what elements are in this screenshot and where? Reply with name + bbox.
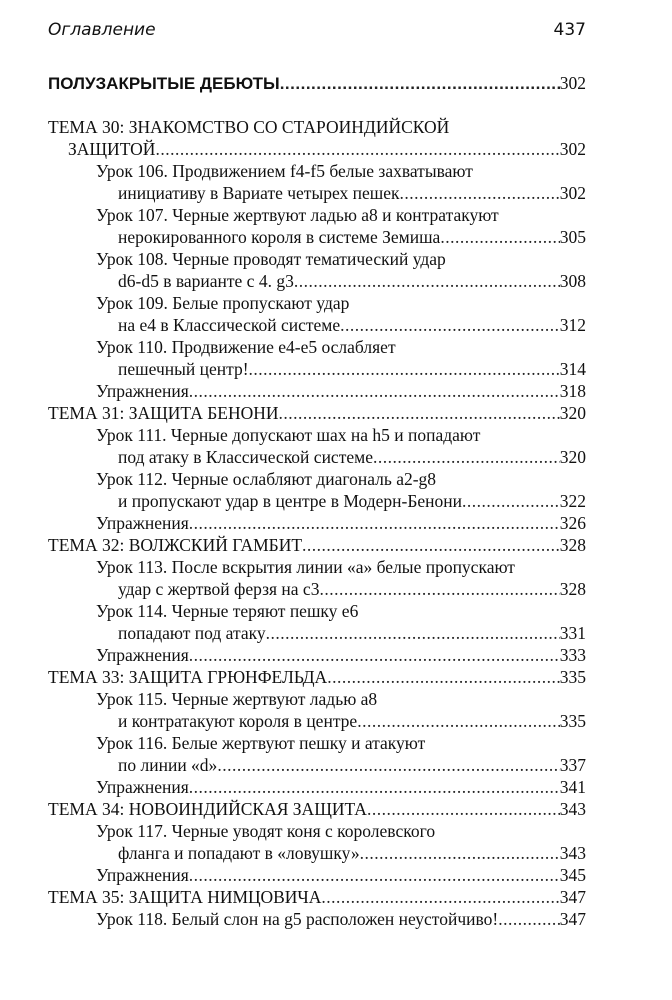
entry-page: 312 <box>559 315 586 335</box>
lesson-title: Урок 114. Черные теряют пешку е6 <box>96 601 359 621</box>
lesson-title-continued: удар с жертвой ферзя на с3 <box>118 579 320 599</box>
theme-title: ТЕМА 34: НОВОИНДИЙСКАЯ ЗАЩИТА <box>48 799 367 819</box>
dot-leader <box>357 710 560 732</box>
lesson-title: Урок 111. Черные допускают шах на h5 и попадают <box>96 425 481 445</box>
entry-page: 328 <box>559 579 586 599</box>
dot-leader <box>302 534 560 556</box>
entry-page: 333 <box>559 645 586 665</box>
theme-title: ТЕМА 32: ВОЛЖСКИЙ ГАМБИТ <box>48 535 303 555</box>
entry-page: 345 <box>559 865 586 885</box>
lesson-title: Урок 118. Белый слон на g5 расположен неустойчиво! <box>96 909 499 929</box>
lesson-title: Урок 113. После вскрытия линии «а» белые пропускают <box>96 557 515 577</box>
entry-page: 320 <box>559 403 586 423</box>
exercises-label: Упражнения <box>96 645 189 665</box>
dot-leader <box>189 776 560 798</box>
lesson-title-continued: на е4 в Классической системе <box>118 315 341 335</box>
lesson-title-continued: пешечный центр! <box>118 359 249 379</box>
lesson-title-continued: попадают под атаку <box>118 623 266 643</box>
dot-leader <box>321 886 559 908</box>
dot-leader <box>462 490 560 512</box>
theme-title: ТЕМА 31: ЗАЩИТА БЕНОНИ <box>48 403 279 423</box>
theme-title-continued: ЗАЩИТОЙ <box>68 139 156 159</box>
entry-page: 331 <box>559 623 586 643</box>
entry-page: 343 <box>559 843 586 863</box>
entry-page: 318 <box>559 381 586 401</box>
entry-page: 341 <box>559 777 586 797</box>
exercises-label: Упражнения <box>96 865 189 885</box>
lesson-title-continued: и контратакуют короля в центре <box>118 711 358 731</box>
entry-page: 302 <box>559 73 586 93</box>
dot-leader <box>189 644 560 666</box>
entry-page: 343 <box>559 799 586 819</box>
lesson-title: Урок 108. Черные проводят тематический удар <box>96 249 446 269</box>
entry-page: 335 <box>559 711 586 731</box>
entry-page: 326 <box>559 513 586 533</box>
lesson-title: Урок 106. Продвижением f4-f5 белые захватывают <box>96 161 473 181</box>
dot-leader <box>266 622 560 644</box>
dot-leader <box>189 512 560 534</box>
dot-leader <box>249 358 560 380</box>
entry-page: 322 <box>559 491 586 511</box>
entry-page: 320 <box>559 447 586 467</box>
part-title: ПОЛУЗАКРЫТЫЕ ДЕБЮТЫ <box>48 74 280 93</box>
dot-leader <box>400 182 560 204</box>
theme-title: ТЕМА 33: ЗАЩИТА ГРЮНФЕЛЬДА <box>48 667 328 687</box>
entry-page: 347 <box>559 909 586 929</box>
lesson-title-continued: фланга и попадают в «ловушку» <box>118 843 360 863</box>
dot-leader <box>189 380 560 402</box>
dot-leader <box>498 908 560 930</box>
entry-page: 308 <box>559 271 586 291</box>
entry-page: 328 <box>559 535 586 555</box>
entry-page: 302 <box>559 183 586 203</box>
dot-leader <box>294 270 560 292</box>
header-title: Оглавление <box>48 20 156 40</box>
entry-page: 347 <box>559 887 586 907</box>
lesson-title-continued: под атаку в Классической системе <box>118 447 373 467</box>
lesson-title-continued: нерокированного короля в системе Земиша <box>118 227 441 247</box>
dot-leader <box>280 73 560 95</box>
lesson-title: Урок 116. Белые жертвуют пешку и атакуют <box>96 733 426 753</box>
entry-page: 314 <box>559 359 586 379</box>
dot-leader <box>340 314 560 336</box>
dot-leader <box>217 754 559 776</box>
dot-leader <box>189 864 560 886</box>
exercises-label: Упражнения <box>96 513 189 533</box>
lesson-title: Урок 117. Черные уводят коня с королевского <box>96 821 436 841</box>
dot-leader <box>440 226 559 248</box>
dot-leader <box>360 842 560 864</box>
theme-title: ТЕМА 35: ЗАЩИТА НИМЦОВИЧА <box>48 887 322 907</box>
theme-title: ТЕМА 30: ЗНАКОМСТВО СО СТАРОИНДИЙСКОЙ <box>48 117 450 137</box>
lesson-title-continued: d6-d5 в варианте с 4. g3 <box>118 271 294 291</box>
lesson-title: Урок 112. Черные ослабляют диагональ a2-g8 <box>96 469 437 489</box>
dot-leader <box>327 666 560 688</box>
exercises-label: Упражнения <box>96 777 189 797</box>
page-number: 437 <box>553 20 586 40</box>
lesson-title-continued: и пропускают удар в центре в Модерн-Бенони <box>118 491 462 511</box>
entry-page: 305 <box>559 227 586 247</box>
entry-page: 337 <box>559 755 586 775</box>
exercises-label: Упражнения <box>96 381 189 401</box>
entry-page: 302 <box>559 139 586 159</box>
entry-page: 335 <box>559 667 586 687</box>
lesson-title: Урок 109. Белые пропускают удар <box>96 293 350 313</box>
dot-leader <box>373 446 560 468</box>
running-header <box>48 20 586 48</box>
dot-leader <box>155 138 559 160</box>
lesson-title-continued: инициативу в Вариате четырех пешек <box>118 183 400 203</box>
dot-leader <box>367 798 560 820</box>
lesson-title: Урок 115. Черные жертвуют ладью a8 <box>96 689 378 709</box>
dot-leader <box>319 578 559 600</box>
lesson-title: Урок 107. Черные жертвуют ладью a8 и контратакуют <box>96 205 499 225</box>
lesson-title-continued: по линии «d» <box>118 755 218 775</box>
dot-leader <box>279 402 560 424</box>
lesson-title: Урок 110. Продвижение е4-е5 ослабляет <box>96 337 396 357</box>
